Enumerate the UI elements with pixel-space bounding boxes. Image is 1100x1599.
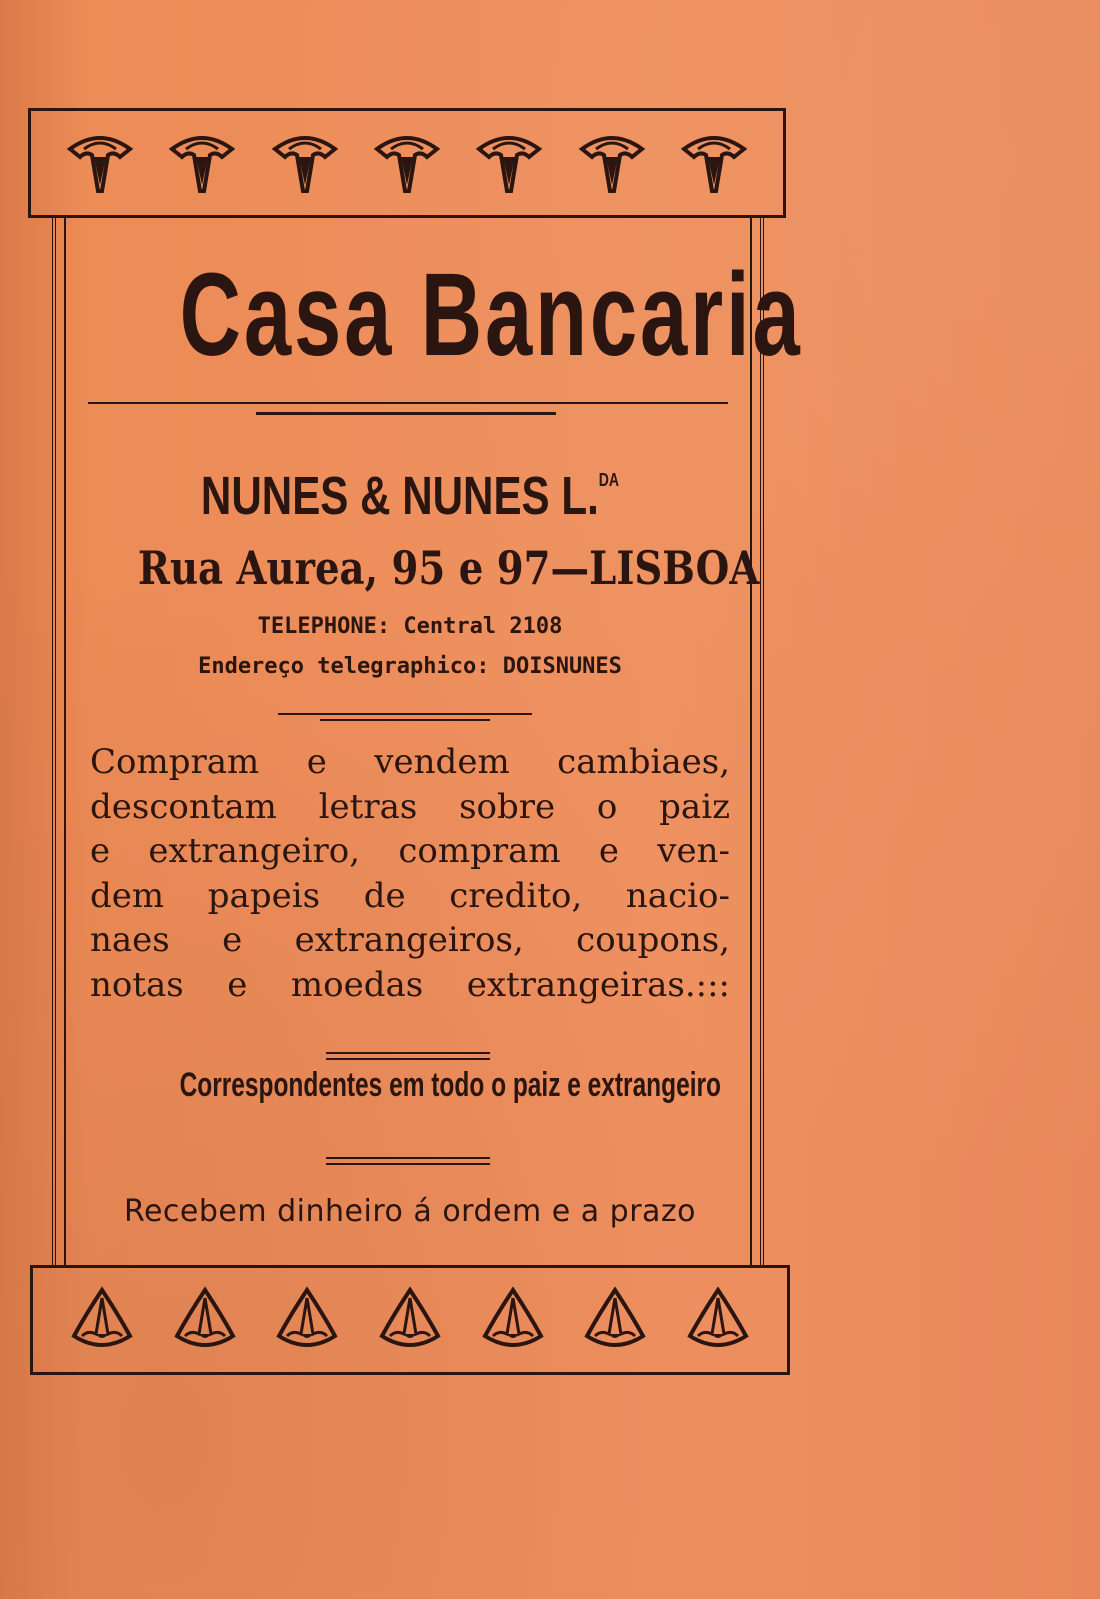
deposits-line: Recebem dinheiro á ordem e a prazo xyxy=(123,1194,697,1229)
contact-rule-inner xyxy=(320,719,490,721)
art-nouveau-motif-icon xyxy=(477,1284,549,1356)
art-nouveau-motif-icon xyxy=(66,1284,138,1356)
services-word: e xyxy=(90,831,111,872)
company-address: Rua Aurea, 95 e 97—LISBOA xyxy=(137,541,760,595)
services-line xyxy=(90,874,730,919)
art-nouveau-motif-icon xyxy=(169,1284,241,1356)
art-nouveau-motif-icon xyxy=(579,1284,651,1356)
services-word: credito, xyxy=(449,875,583,916)
art-nouveau-motif-icon xyxy=(576,127,648,199)
services-rule-1 xyxy=(326,1052,490,1054)
services-word: Compram xyxy=(90,742,260,782)
services-line xyxy=(90,785,730,830)
services-word: extrangeiros, xyxy=(294,920,524,961)
services-word: paiz xyxy=(659,786,730,827)
services-word: e xyxy=(598,831,619,872)
corresp-rule-1 xyxy=(326,1157,490,1159)
telephone-line: TELEPHONE: Central 2108 xyxy=(257,614,563,639)
services-word: compram xyxy=(398,831,561,872)
advert-title: Casa Bancaria xyxy=(179,249,803,381)
corresp-rule-2 xyxy=(326,1163,490,1165)
bottom-ornament-band xyxy=(30,1265,790,1375)
services-word: cambiaes, xyxy=(557,742,730,782)
title-rule-long xyxy=(88,402,728,404)
art-nouveau-motif-icon xyxy=(166,127,238,199)
services-word: nacio- xyxy=(625,875,730,916)
top-ornament-band xyxy=(28,108,786,218)
services-word: extrangeiro, xyxy=(148,831,361,872)
art-nouveau-motif-icon xyxy=(269,127,341,199)
company-name xyxy=(160,450,659,526)
services-word: e xyxy=(222,920,243,961)
services-word: e xyxy=(227,964,248,1005)
services-word: e xyxy=(306,742,327,782)
correspondents-line: Correspondentes em todo o paiz e extrangeiro xyxy=(179,1066,721,1104)
art-nouveau-motif-icon xyxy=(271,1284,343,1356)
services-word: extrangeiras.::: xyxy=(466,964,730,1005)
services-paragraph xyxy=(90,740,730,1008)
services-line xyxy=(90,740,730,785)
art-nouveau-motif-icon xyxy=(473,127,545,199)
title-rule-short xyxy=(256,412,556,415)
services-word: moedas xyxy=(290,964,424,1005)
art-nouveau-motif-icon xyxy=(64,127,136,199)
contact-rule-outer xyxy=(278,713,532,715)
services-word: vendem xyxy=(374,742,510,782)
telegraph-line: Endereço telegraphico: DOISNUNES xyxy=(198,654,622,679)
services-word: ven- xyxy=(657,831,730,872)
services-word: notas xyxy=(90,964,184,1005)
art-nouveau-motif-icon xyxy=(371,127,443,199)
services-word: coupons, xyxy=(576,920,730,961)
art-nouveau-motif-icon xyxy=(682,1284,754,1356)
services-word: papeis xyxy=(207,875,321,916)
services-line xyxy=(90,963,730,1008)
services-word: dem xyxy=(90,875,165,916)
art-nouveau-motif-icon xyxy=(678,127,750,199)
services-line xyxy=(90,918,730,963)
services-word: naes xyxy=(90,920,170,961)
services-word: sobre xyxy=(459,786,556,827)
services-word: descontam xyxy=(90,786,277,827)
services-word: o xyxy=(596,786,618,827)
services-word: letras xyxy=(318,786,418,827)
art-nouveau-motif-icon xyxy=(374,1284,446,1356)
company-name-text: NUNES & NUNES L. xyxy=(200,466,599,526)
services-line xyxy=(90,829,730,874)
services-word: de xyxy=(363,875,406,916)
company-suffix: DA xyxy=(598,470,620,490)
services-rule-2 xyxy=(326,1058,490,1060)
